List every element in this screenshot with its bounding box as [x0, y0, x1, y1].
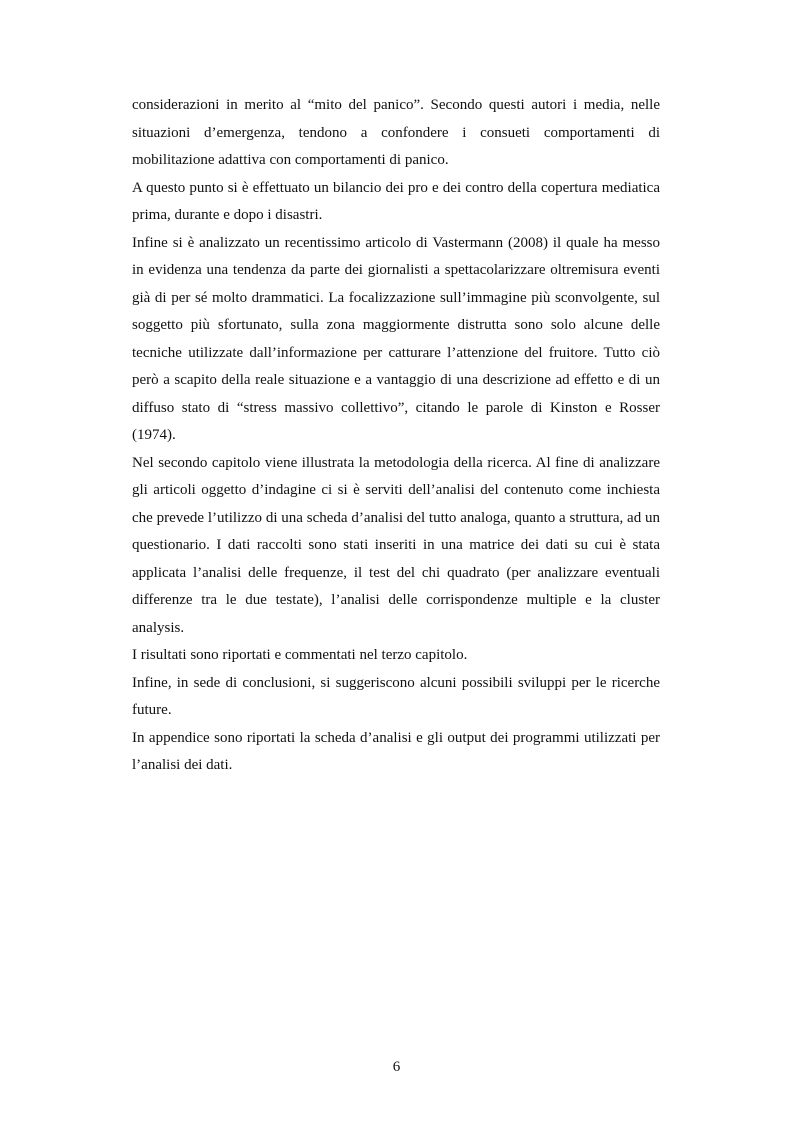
- page-number: 6: [392, 1059, 401, 1075]
- paragraph-vastermann: Infine si è analizzato un recentissimo articolo di Vastermann (2008) il quale ha messo in evidenza una tendenza da parte dei giornalisti a spettacolarizzare oltremisura eventi già di per sé molto drammatici. La focalizzazione sull’immagine più sconvolgente, sul soggetto più sfortunato, sulla zona maggiormente distrutta sono solo alcune delle tecniche utilizzate dall’informazione per catturare l’attenzione del fruitore. Tutto ciò però a scapito della reale situazione e a vantaggio di una descrizione ad effetto e di un diffuso stato di “stress massivo collettivo”, citando le parole di Kinston e Rosser (1974).: [132, 234, 660, 443]
- body-text: [132, 92, 660, 780]
- paragraph-results: I risultati sono riportati e commentati nel terzo capitolo.: [132, 647, 468, 663]
- paragraph-conclusions: Infine, in sede di conclusioni, si suggeriscono alcuni possibili sviluppi per le ricerche future.: [132, 674, 660, 718]
- paragraph-panic-myth: considerazioni in merito al “mito del panico”. Secondo questi autori i media, nelle situazioni d’emergenza, tendono a confondere i consueti comportamenti di mobilitazione adattiva con comportamenti di panico.: [132, 97, 660, 168]
- paragraph-appendix: In appendice sono riportati la scheda d’analisi e gli output dei programmi utilizzati per l’analisi dei dati.: [132, 729, 660, 773]
- paragraph-media-coverage: A questo punto si è effettuato un bilancio dei pro e dei contro della copertura mediatica prima, durante e dopo i disastri.: [132, 179, 660, 223]
- paragraph-methodology: Nel secondo capitolo viene illustrata la metodologia della ricerca. Al fine di analizzare gli articoli oggetto d’indagine ci si è serviti dell’analisi del contenuto come inchiesta che prevede l’utilizzo di una scheda d’analisi del tutto analoga, quanto a struttura, ad un questionario. I dati raccolti sono stati inseriti in una matrice dei dati su cui è stata applicata l’analisi delle frequenze, il test del chi quadrato (per analizzare eventuali differenze tra le due testate), l’analisi delle corrispondenze multiple e la cluster analysis.: [132, 454, 660, 636]
